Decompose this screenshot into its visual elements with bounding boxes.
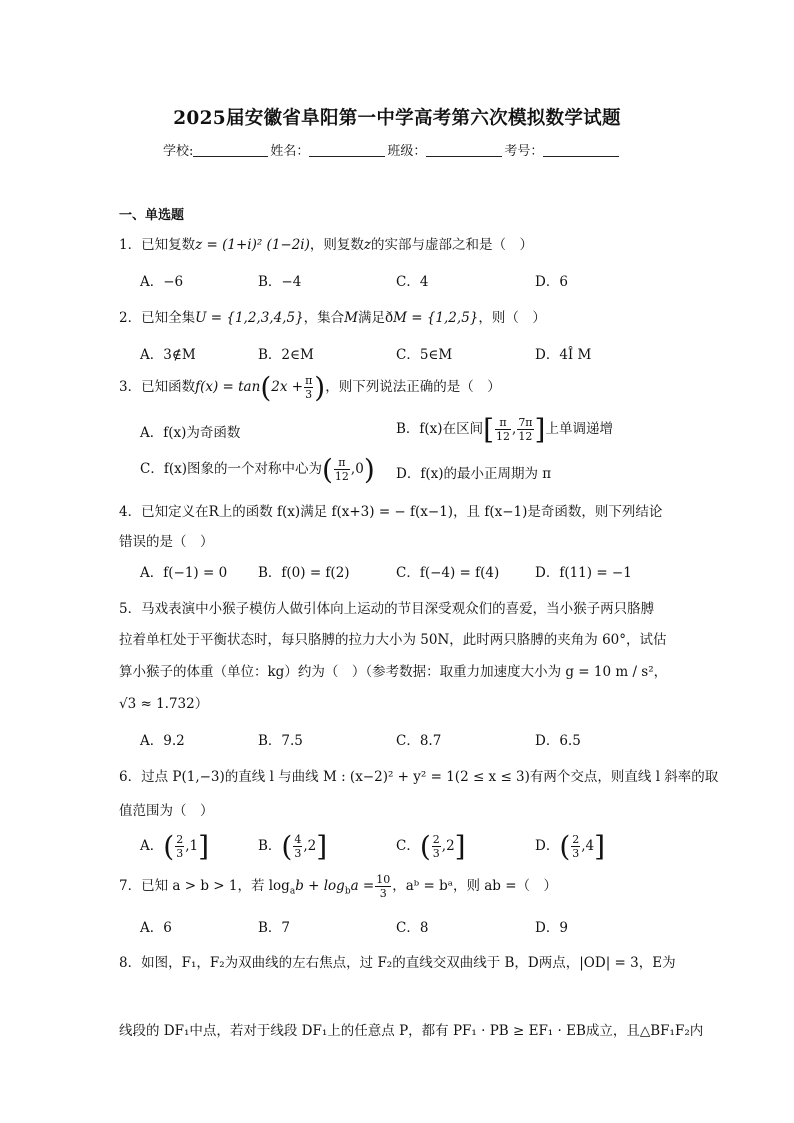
q2-prefix: 2．已知全集 [119,310,196,326]
q6-optc-suffix: ,2 [441,838,455,854]
q2-condition: M = {1,2,5} [393,310,479,326]
q2-option-b[interactable]: B．2∈M [258,347,314,363]
q2-complement: ð [384,310,394,326]
q7-suffix: ，aᵇ = bᵃ，则 ab =（ ） [392,878,558,894]
class-label: 班级： [387,144,427,159]
q7-prefix: 7．已知 a > b > 1，若 log [119,878,290,894]
q6-optc-bracket-right: ] [454,830,466,863]
q2-mid2: 满足 [357,310,385,326]
q1-suffix: ，则复数 [309,237,364,253]
q3-frac-num: π [305,374,313,387]
q3-optc-frac-num: π [334,456,350,470]
question-1 [119,233,533,253]
question-5-line4: √3 ≈ 1.732） [119,696,209,712]
q3-function: f(x) = tan [195,379,261,395]
q6-optd-prefix: D． [535,838,560,854]
q3-frac-den: 3 [305,388,313,401]
exam-no-blank[interactable] [543,144,619,157]
question-8-line1: 8．如图，F₁，F₂为双曲线的左右焦点，过 F₂的直线交双曲线于 B，D两点，|OD| = 3，E为 [119,955,676,971]
q7-option-c[interactable]: C．8 [396,920,429,936]
q1-var: z [363,237,372,253]
question-3 [119,371,501,404]
q7-mid: b + log [295,878,345,894]
q6-opta-frac [175,833,184,860]
q5-option-d[interactable]: D．6.5 [535,733,581,749]
q1-suffix2: 的实部与虚部之和是（ ） [371,237,534,253]
page-title: 2025届安徽省阜阳第一中学高考第六次模拟数学试题 [173,108,621,129]
q6-optd-frac [571,833,580,860]
section-title: 一、单选题 [119,208,185,223]
q3-optb-frac1 [495,416,511,443]
q6-optb-den: 3 [294,847,302,860]
q3-optc-paren-left: ( [321,453,333,486]
q1-expression: z = (1+i)² (1−2i) [195,237,310,253]
exam-no-label: 考号： [504,144,544,159]
q3-optb-bracket-left: [ [483,413,495,446]
name-blank[interactable] [309,144,385,157]
q7-log-base-a: a [289,886,296,897]
q3-optb-frac2 [517,416,533,443]
q6-optb-frac [293,833,302,860]
question-4-line1: 4．已知定义在R上的函数 f(x)满足 f(x+3) = − f(x−1)，且 f(x−1)是奇函数，则下列结论 [119,504,663,520]
question-5-line3: 算小猴子的体重（单位：kg）约为（ ）（参考数据：取重力加速度大小为 g = 10 m / s²， [119,664,668,680]
q3-option-c[interactable] [140,453,375,486]
q7-option-a[interactable]: A．6 [140,920,172,936]
q7-fraction [375,873,391,900]
q6-opta-suffix: ,1 [185,838,199,854]
q6-opta-num: 2 [176,833,184,846]
q3-optc-prefix: C．f(x)图象的一个对称中心为 [140,461,322,477]
q1-option-b[interactable]: B．−4 [258,274,302,290]
q3-optc-zero: ,0 [350,461,364,477]
question-5-line2: 拉着单杠处于平衡状态时，每只胳膊的拉力大小为 50N，此时两只胳膊的夹角为 60°，试估 [119,632,667,648]
question-5-line1: 5．马戏表演中小猴子模仿人做引体向上运动的节目深受观众们的喜爱，当小猴子两只胳膊 [119,601,655,617]
q5-option-c[interactable]: C．8.7 [396,733,442,749]
q6-optb-suffix: ,2 [303,838,317,854]
q3-suffix: ，则下列说法正确的是（ ） [325,379,501,395]
q2-var-m: M [344,310,358,326]
q3-arg: 2x + [271,379,304,395]
q6-optb-bracket-right: ] [316,830,328,863]
q7-frac-den: 3 [379,887,387,900]
q1-prefix: 1．已知复数 [119,237,196,253]
q6-opta-den: 3 [176,847,184,860]
q2-suffix: ，则（ ） [478,310,546,326]
q3-optc-frac-den: 12 [334,470,349,483]
q2-universal-set: U = {1,2,3,4,5} [195,310,304,326]
q3-prefix: 3．已知函数 [119,379,196,395]
q6-optc-frac [432,833,441,860]
q2-option-c[interactable]: C．5∈M [396,347,453,363]
q3-optb-suffix: 上单调递增 [545,421,613,437]
q6-option-b[interactable] [258,830,327,863]
q3-fraction [304,374,313,401]
q6-optd-suffix: ,4 [581,838,595,854]
school-blank[interactable] [193,144,268,157]
q5-option-a[interactable]: A．9.2 [140,733,185,749]
q3-optc-frac [334,456,350,483]
q6-opta-bracket-right: ] [198,830,210,863]
q6-optd-bracket-right: ] [594,830,606,863]
q4-option-a[interactable]: A．f(−1) = 0 [140,565,228,581]
question-7 [119,873,557,900]
q3-optb-frac1-den: 12 [496,430,511,443]
q2-option-d[interactable]: D．4Î M [535,347,592,363]
q6-option-c[interactable] [396,830,466,863]
q3-optb-bracket-right: ] [534,413,546,446]
student-info-row [163,140,621,159]
question-2 [119,306,546,326]
question-8-line2: 线段的 DF₁中点，若对于线段 DF₁上的任意点 P，都有 PF₁ · PB ≥ EF₁ · EB成立，且△BF₁F₂内 [119,1023,704,1039]
q5-option-b[interactable]: B．7.5 [258,733,303,749]
q7-option-b[interactable]: B．7 [258,920,291,936]
q4-option-d[interactable]: D．f(11) = −1 [535,565,632,581]
q7-option-d[interactable]: D．9 [535,920,568,936]
q2-option-a[interactable]: A．3∉M [140,347,196,363]
q4-option-c[interactable]: C．f(−4) = f(4) [396,565,500,581]
q1-option-a[interactable]: A．−6 [140,274,184,290]
q3-paren-right: ) [314,371,326,404]
q6-option-d[interactable] [535,830,605,863]
q6-optc-num: 2 [432,833,440,846]
q3-optb-frac2-den: 12 [518,430,533,443]
class-blank[interactable] [426,144,502,157]
q7-frac-num: 10 [376,873,391,886]
q6-optc-paren-left: ( [419,830,431,863]
q6-optd-den: 3 [572,847,580,860]
q3-optb-frac2-num: 7π [518,416,533,429]
q6-opta-prefix: A． [140,838,164,854]
q6-optd-paren-left: ( [559,830,571,863]
q4-option-b[interactable]: B．f(0) = f(2) [258,565,350,581]
q3-option-a[interactable]: A．f(x)为奇函数 [140,425,241,441]
q7-eq: a = [350,878,375,894]
q6-option-a[interactable] [140,830,209,863]
q6-optc-prefix: C． [396,838,420,854]
q6-optc-den: 3 [432,847,440,860]
question-6-line2: 值范围为（ ） [119,803,214,819]
school-label: 学校: [163,144,194,159]
q1-option-d[interactable]: D．6 [535,274,568,290]
q3-option-d[interactable]: D．f(x)的最小正周期为 π [396,466,552,482]
q3-paren-left: ( [260,371,272,404]
q2-mid: ，集合 [303,310,345,326]
q6-optb-prefix: B． [258,838,282,854]
question-6-line1: 6．过点 P(1,−3)的直线 l 与曲线 M : (x−2)² + y² = 1(2 ≤ x ≤ 3)有两个交点，则直线 l 斜率的取 [119,769,719,785]
q7-log-base-b: b [344,886,351,897]
q3-optb-prefix: B．f(x)在区间 [396,421,484,437]
q6-optb-paren-left: ( [281,830,293,863]
q3-option-b[interactable]: B．f(x)在区间[ $\frac{\pi}{12}$ , $\frac{7\pi}{12}$ ]上单调递增 [396,413,613,446]
name-label: 姓名： [270,144,310,159]
q6-optb-num: 4 [294,833,302,846]
q6-optd-num: 2 [572,833,580,846]
q3-optc-paren-right: ) [363,453,375,486]
q1-option-c[interactable]: C．4 [396,274,429,290]
q3-optb-frac1-num: π [495,416,511,430]
question-4-line2: 错误的是（ ） [119,534,214,550]
q6-opta-paren-left: ( [163,830,175,863]
